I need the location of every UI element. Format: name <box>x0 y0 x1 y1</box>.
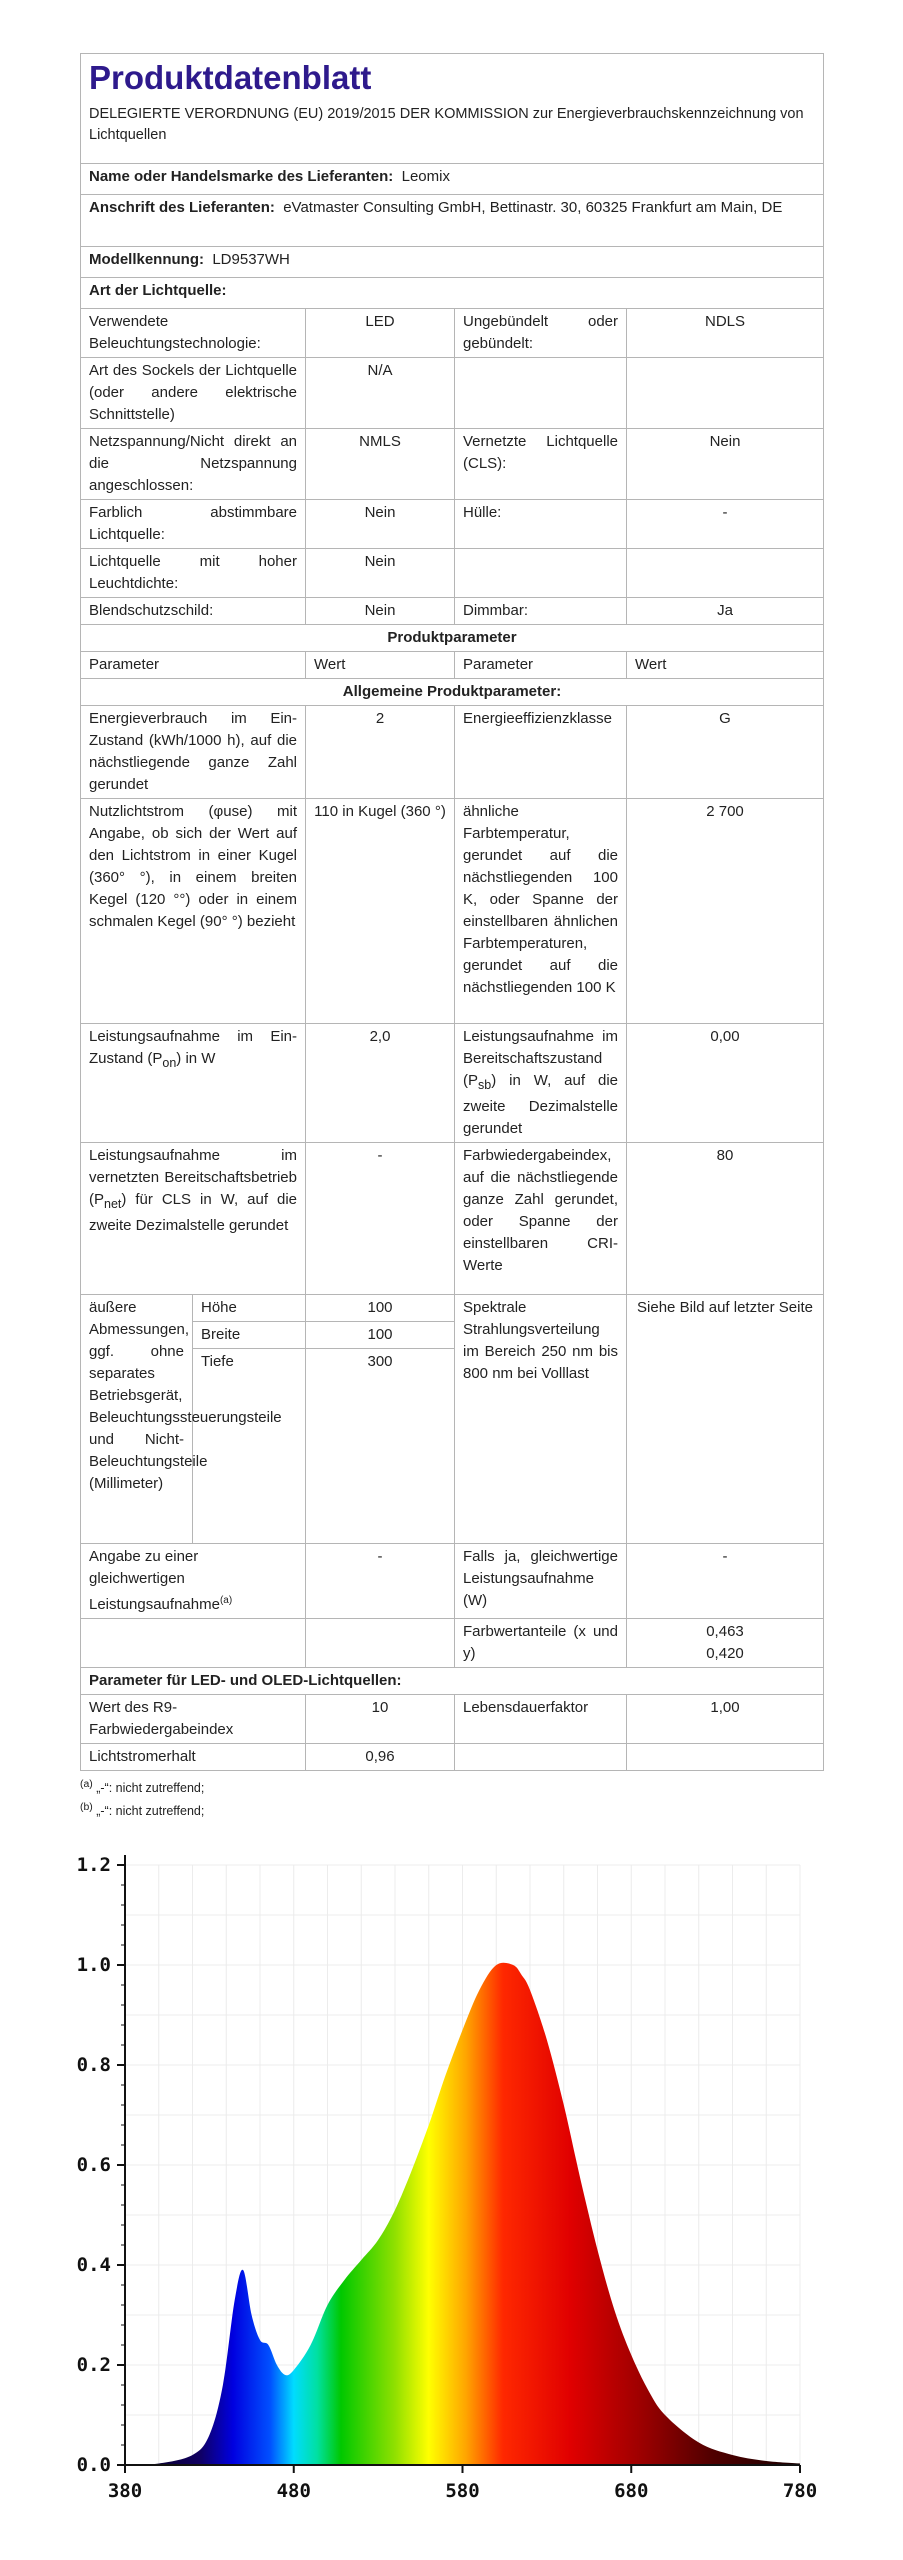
model-value: LD9537WH <box>212 251 290 268</box>
colour-tunable-row <box>81 500 824 549</box>
r9-row <box>81 1695 824 1744</box>
standby-subscript: sb <box>478 1078 492 1092</box>
mains-row <box>81 429 824 500</box>
width-label: Breite <box>193 1322 306 1349</box>
chromaticity-x: 0,463 <box>706 1623 744 1640</box>
y-tick-label: 1.0 <box>76 1954 111 1976</box>
equivalent-power-label: Falls ja, gleichwertige Leistungsaufnahme (W) <box>455 1544 627 1619</box>
empty-cell <box>306 1619 455 1668</box>
equivalent-power-value: - <box>627 1544 824 1619</box>
model-cell <box>81 247 824 278</box>
x-tick-label: 480 <box>276 2480 311 2502</box>
survival-label: Lebensdauerfaktor <box>455 1695 627 1744</box>
on-power-label <box>81 1024 306 1143</box>
source-type-heading-row <box>81 278 824 309</box>
datasheet-table <box>80 53 824 1771</box>
net-standby-label-post: ) für CLS in W, auf die zweite Dezimalstelle gerundet <box>89 1191 297 1234</box>
header-cell <box>81 54 824 164</box>
standby-label-pre: Leistungsaufnahme im Bereitschaftszustand (P <box>463 1028 618 1089</box>
header-row <box>81 54 824 164</box>
technology-label: Verwendete Beleuchtungstechnologie: <box>81 309 306 358</box>
led-heading-row <box>81 1668 824 1695</box>
x-tick-label: 680 <box>614 2480 649 2502</box>
empty-cell <box>455 1744 627 1771</box>
maintenance-row <box>81 1744 824 1771</box>
y-tick-label: 0.0 <box>76 2454 111 2476</box>
cct-label: ähnliche Farbtemperatur, gerundet auf die nächstliegenden 100 K, oder Spanne der einstellbaren ähnlichen Farbtemperaturen, gerundet auf die nächstliegenden 100 K <box>455 799 627 1024</box>
flux-label: Nutzlichtstrom (φuse) mit Angabe, ob sich der Wert auf den Lichtstrom in einer Kugel (360° °), in einem breiten Kegel (120 °°) oder in einem schmalen Kegel (90° °) bezieht <box>81 799 306 1024</box>
footnote-b-mark: (b) <box>80 1802 93 1814</box>
equivalent-label <box>81 1544 306 1619</box>
regulation-subtitle: DELEGIERTE VERORDNUNG (EU) 2019/2015 DER KOMMISSION zur Energieverbrauchskennzeichnung von Lichtquellen <box>89 106 804 143</box>
y-tick-label: 0.6 <box>76 2154 111 2176</box>
footnote-a <box>80 1775 823 1798</box>
chromaticity-row <box>81 1619 824 1668</box>
empty-cell <box>627 1744 824 1771</box>
dimmable-label: Dimmbar: <box>455 598 627 625</box>
cri-value: 80 <box>627 1143 824 1295</box>
chromaticity-y: 0,420 <box>706 1645 744 1662</box>
mains-value: NMLS <box>306 429 455 500</box>
height-label: Höhe <box>193 1295 306 1322</box>
standby-label-post: ) in W, auf die zweite Dezimalstelle gerundet <box>463 1072 618 1137</box>
model-row <box>81 247 824 278</box>
r9-value: 10 <box>306 1695 455 1744</box>
maintenance-value: 0,96 <box>306 1744 455 1771</box>
r9-label: Wert des R9-Farbwiedergabeindex <box>81 1695 306 1744</box>
on-power-label-pre: Leistungsaufnahme im Ein-Zustand (P <box>89 1028 297 1067</box>
envelope-value: - <box>627 500 824 549</box>
supplier-address-cell <box>81 195 824 247</box>
cap-label: Art des Sockels der Lichtquelle (oder andere elektrische Schnittstelle) <box>81 358 306 429</box>
footnotes <box>80 1775 823 1821</box>
dimensions-label: äußere Abmessungen, ggf. ohne separates Betriebsgerät, Beleuchtungssteuerungsteile und Nicht-Beleuchtungsteile (Millimeter) <box>81 1295 193 1544</box>
equivalent-label-text: Angabe zu einer gleichwertigen Leistungsaufnahme <box>89 1548 220 1613</box>
x-tick-label: 580 <box>445 2480 480 2502</box>
depth-label: Tiefe <box>193 1349 306 1544</box>
dimension-height-row <box>81 1295 824 1322</box>
product-parameters-heading: Produktparameter <box>81 625 824 652</box>
net-standby-value: - <box>306 1143 455 1295</box>
nondirectional-label: Ungebündelt oder gebündelt: <box>455 309 627 358</box>
on-power-subscript: on <box>162 1056 177 1070</box>
source-type-heading: Art der Lichtquelle: <box>81 278 824 309</box>
led-parameters-heading: Parameter für LED- und OLED-Lichtquellen: <box>81 1668 824 1695</box>
spectral-value: Siehe Bild auf letzter Seite <box>627 1295 824 1544</box>
page-title: Produktdatenblatt <box>89 59 372 96</box>
y-tick-label: 0.2 <box>76 2354 111 2376</box>
y-tick-label: 1.2 <box>76 1854 111 1876</box>
on-power-value: 2,0 <box>306 1024 455 1143</box>
general-parameters-heading-row <box>81 679 824 706</box>
col-header-parameter: Parameter <box>455 652 627 679</box>
col-header-parameter: Parameter <box>81 652 306 679</box>
footnote-b <box>80 1798 823 1821</box>
supplier-address-value: eVatmaster Consulting GmbH, Bettinastr. 30, 60325 Frankfurt am Main, DE <box>283 199 783 216</box>
net-standby-label-pre: Leistungsaufnahme im vernetzten Bereitschaftsbetrieb (P <box>89 1147 297 1208</box>
width-value: 100 <box>306 1322 455 1349</box>
standby-value: 0,00 <box>627 1024 824 1143</box>
cap-row <box>81 358 824 429</box>
mains-label: Netzspannung/Nicht direkt an die Netzspannung angeschlossen: <box>81 429 306 500</box>
product-datasheet <box>80 53 823 1821</box>
supplier-address-label: Anschrift des Lieferanten: <box>89 199 275 216</box>
equivalent-value: - <box>306 1544 455 1619</box>
net-standby-row <box>81 1143 824 1295</box>
connected-label: Vernetzte Lichtquelle (CLS): <box>455 429 627 500</box>
y-tick-label: 0.8 <box>76 2054 111 2076</box>
depth-value: 300 <box>306 1349 455 1544</box>
efficiency-class-value: G <box>627 706 824 799</box>
empty-cell <box>81 1619 306 1668</box>
spectral-distribution-chart <box>0 1820 903 2540</box>
standby-label <box>455 1024 627 1143</box>
glare-row <box>81 598 824 625</box>
nondirectional-value: NDLS <box>627 309 824 358</box>
spectral-label: Spektrale Strahlungsverteilung im Bereich 250 nm bis 800 nm bei Volllast <box>455 1295 627 1544</box>
cct-value: 2 700 <box>627 799 824 1024</box>
high-luminance-value: Nein <box>306 549 455 598</box>
footnote-b-text: „-“: nicht zutreffend; <box>96 1804 205 1819</box>
survival-value: 1,00 <box>627 1695 824 1744</box>
dimmable-value: Ja <box>627 598 824 625</box>
equivalent-row <box>81 1544 824 1619</box>
model-label: Modellkennung: <box>89 251 204 268</box>
on-power-label-post: ) in W <box>176 1050 216 1067</box>
empty-cell <box>627 549 824 598</box>
flux-value: 110 in Kugel (360 °) <box>306 799 455 1024</box>
supplier-name-label: Name oder Handelsmarke des Lieferanten: <box>89 168 394 185</box>
footnote-a-mark: (a) <box>80 1779 93 1790</box>
high-luminance-label: Lichtquelle mit hoher Leuchtdichte: <box>81 549 306 598</box>
general-parameters-heading: Allgemeine Produktparameter: <box>81 679 824 706</box>
glare-label: Blendschutzschild: <box>81 598 306 625</box>
supplier-name-row <box>81 164 824 195</box>
connected-value: Nein <box>627 429 824 500</box>
x-tick-label: 780 <box>782 2480 818 2502</box>
energy-value: 2 <box>306 706 455 799</box>
energy-label: Energieverbrauch im Ein-Zustand (kWh/1000 h), auf die nächstliegende ganze Zahl gerundet <box>81 706 306 799</box>
empty-cell <box>627 358 824 429</box>
flux-row <box>81 799 824 1024</box>
supplier-name-cell <box>81 164 824 195</box>
net-standby-subscript: net <box>104 1197 122 1211</box>
footnote-a-ref: (a) <box>219 1595 233 1606</box>
net-standby-label <box>81 1143 306 1295</box>
maintenance-label: Lichtstromerhalt <box>81 1744 306 1771</box>
chromaticity-values <box>627 1619 824 1668</box>
col-header-value: Wert <box>306 652 455 679</box>
height-value: 100 <box>306 1295 455 1322</box>
on-power-row <box>81 1024 824 1143</box>
colour-tunable-value: Nein <box>306 500 455 549</box>
column-header-row <box>81 652 824 679</box>
colour-tunable-label: Farblich abstimmbare Lichtquelle: <box>81 500 306 549</box>
technology-value: LED <box>306 309 455 358</box>
empty-cell <box>455 358 627 429</box>
cap-value: N/A <box>306 358 455 429</box>
cri-label: Farbwiedergabeindex, auf die nächstliegende ganze Zahl gerundet, oder Spanne der einstellbaren CRI-Werte <box>455 1143 627 1295</box>
y-tick-label: 0.4 <box>76 2254 111 2276</box>
chromaticity-label: Farbwertanteile (x und y) <box>455 1619 627 1668</box>
col-header-value: Wert <box>627 652 824 679</box>
footnote-a-text: „-“: nicht zutreffend; <box>96 1781 205 1796</box>
technology-row <box>81 309 824 358</box>
empty-cell <box>455 549 627 598</box>
x-tick-label: 380 <box>107 2480 143 2502</box>
energy-row <box>81 706 824 799</box>
efficiency-class-label: Energieeffizienzklasse <box>455 706 627 799</box>
high-luminance-row <box>81 549 824 598</box>
glare-value: Nein <box>306 598 455 625</box>
supplier-address-row <box>81 195 824 247</box>
envelope-label: Hülle: <box>455 500 627 549</box>
supplier-name-value: Leomix <box>401 168 450 185</box>
product-parameters-heading-row <box>81 625 824 652</box>
